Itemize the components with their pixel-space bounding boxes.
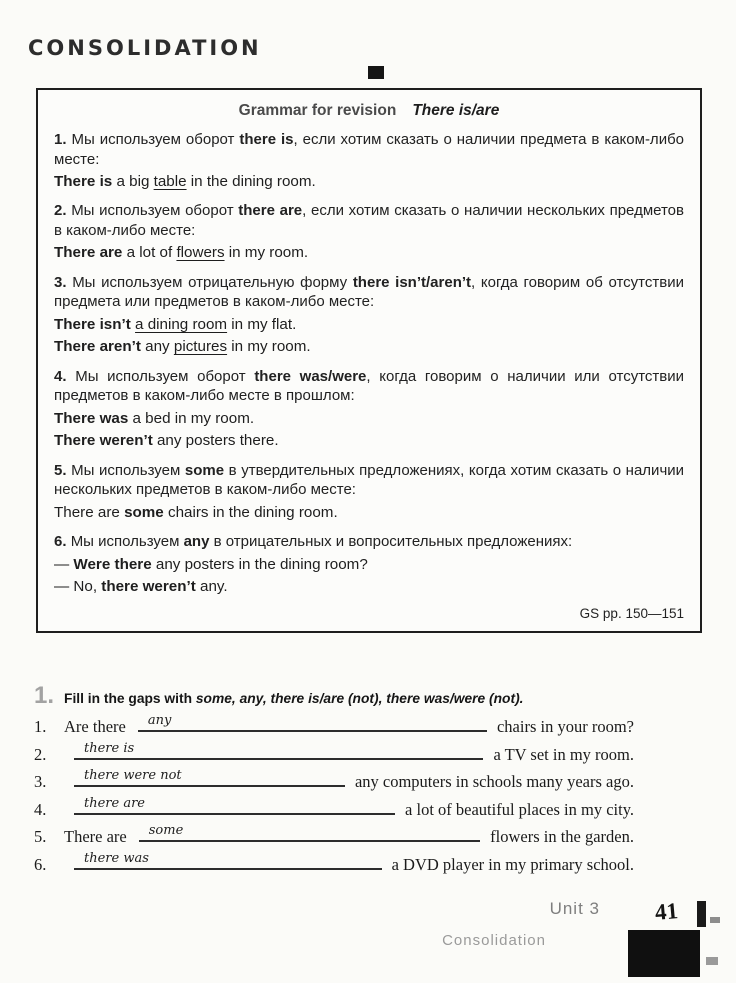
rule-4-example-2: There weren’t any posters there. [54,432,279,450]
item-post-text: a DVD player in my primary school. [391,854,634,874]
item-number: 6. [34,854,47,874]
answer-blank [74,740,483,760]
rule-2 [54,201,684,262]
grammar-reference: GS pp. 150—151 [579,605,684,621]
grammar-box-topic: There is/are [412,102,500,119]
answer-blank [74,795,395,815]
rule-3-example-2: There aren’t any pictures in my room. [54,338,311,356]
footer-unit-label: Unit 3 [549,899,600,918]
rule-2-text: 2. Мы используем оборот there are, если хотим сказать о наличии нескольких предметов в каком-либо месте: [54,202,684,239]
item-post-text: a lot of beautiful places in my city. [405,799,634,819]
exercise-1 [34,682,634,882]
rule-5-example-1: There are some chairs in the dining room. [54,503,338,521]
item-pre-text: Are there [64,717,126,736]
handwritten-answer: there was [84,850,149,866]
item-post-text: any computers in schools many years ago. [354,772,634,791]
rule-6-text: 6. Мы используем any в отрицательных и вопросительных предложениях: [54,533,573,551]
scan-mark-small [710,917,720,923]
grammar-box-title-text: Grammar for revision [238,102,397,119]
handwritten-answer: any [147,713,172,728]
rule-1 [54,130,684,191]
handwritten-answer: some [148,823,184,838]
rule-2-example-1: There are a lot of flowers in my room. [54,244,309,262]
rule-3 [54,273,684,357]
exercise-instruction: Fill in the gaps with some, any, there is/are (not), there was/were (not). [64,691,524,706]
item-post-text: flowers in the garden. [490,827,634,846]
grammar-box-title [54,102,684,120]
exercise-item-4 [34,795,634,828]
rule-6-example-1: — Were there any posters in the dining room? [54,555,368,573]
scan-corner-mark [706,957,718,965]
answer-blank [138,713,487,732]
rule-6 [54,532,684,596]
answer-blank [139,823,480,842]
rule-5 [54,461,684,522]
rule-4-example-1: There was a bed in my room. [54,409,255,427]
handwritten-answer: there are [84,795,145,811]
exercise-item-6 [34,850,634,883]
rule-4 [54,367,684,451]
answer-blank [74,768,345,787]
rule-3-text: 3. Мы используем отрицательную форму there isn’t/aren’t, когда говорим об отсутствии предмета или предметов в каком-либо месте: [54,273,684,311]
item-number: 4. [34,799,47,819]
exercise-heading [34,682,634,710]
item-post-text: chairs in your room? [496,717,634,736]
grammar-revision-box [36,88,702,633]
item-number: 3. [34,772,47,791]
rule-6-example-2: — No, there weren’t any. [54,578,228,596]
exercise-number: 1. [34,682,55,709]
rule-4-text: 4. Мы используем оборот there was/were, когда говорим о наличии или отсутствии предметов в каком-либо месте в прошлом: [54,367,684,405]
exercise-items [34,713,634,882]
item-number: 5. [34,827,47,846]
answer-blank [74,850,382,870]
item-number: 1. [34,717,47,736]
footer-section-label: Consolidation [442,932,546,949]
page-header-title: CONSOLIDATION [28,36,262,60]
item-pre-text: There are [64,827,127,846]
scan-corner-block [628,930,700,977]
rule-1-text: 1. Мы используем оборот there is, если хотим сказать о наличии предмета в каком-либо месте: [54,131,685,168]
rule-5-text: 5. Мы используем some в утвердительных предложениях, когда хотим сказать о наличии нескольких предметов в каком-либо месте: [54,461,685,499]
scan-mark-bar [697,901,706,927]
item-number: 2. [34,744,47,764]
page-number: 41 [653,898,680,925]
handwritten-answer: there is [84,740,135,756]
scan-mark-square [368,66,384,79]
rule-3-example-1: There isn’t a dining room in my flat. [54,315,297,333]
item-post-text: a TV set in my room. [493,744,634,764]
rule-1-example-1: There is a big table in the dining room. [54,173,316,190]
handwritten-answer: there were not [84,768,182,783]
